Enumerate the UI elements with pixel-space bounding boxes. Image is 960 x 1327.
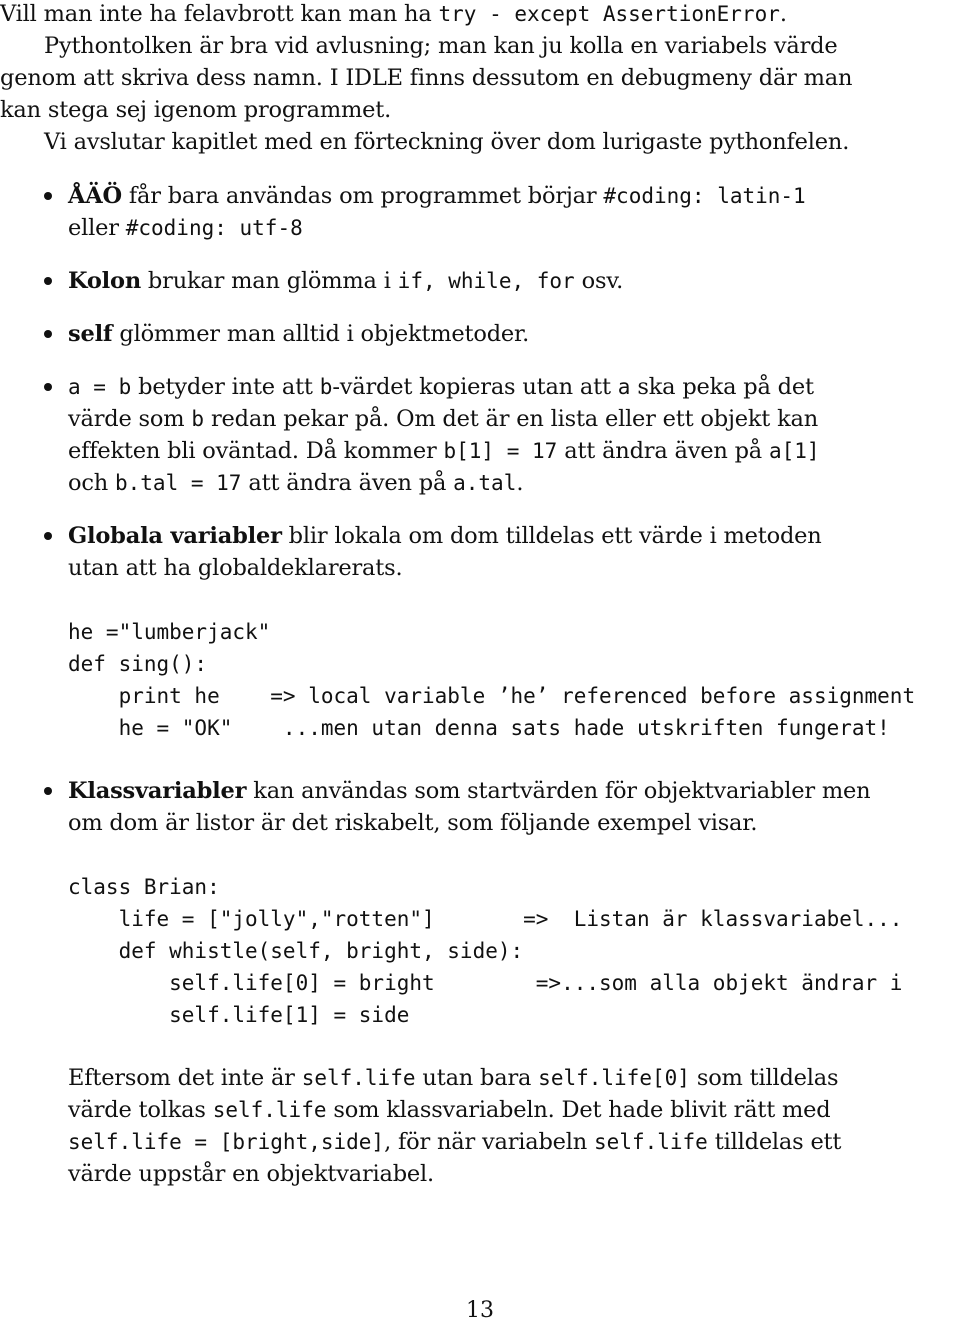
intro-line-2: Pythontolken är bra vid avlusning; man kan ju kolla en variabels värde (44, 33, 838, 59)
code-line: he = "OK" ...men utan denna sats hade utskriften fungerat! (68, 716, 890, 740)
code-line: he ="lumberjack" (68, 620, 271, 644)
code-line: self.life[1] = side (68, 1003, 410, 1027)
bullet-4-line-4 (68, 467, 523, 499)
bullet-5-line-1 (68, 520, 822, 552)
bold-term: ÅÄÖ (68, 183, 122, 209)
text: tilldelas ett (707, 1129, 842, 1155)
bullet-4-line-2 (68, 403, 818, 435)
text: osv. (574, 268, 624, 294)
text: redan pekar på. Om det är en lista eller ett objekt kan (204, 406, 819, 432)
text: brukar man glömma i (140, 268, 398, 294)
text: kan användas som startvärden för objektvariabler men (246, 778, 871, 804)
code-inline: b (191, 407, 204, 431)
text: eller (68, 215, 126, 241)
code-inline: b.tal = 17 (115, 471, 242, 495)
code-inline: if, while, for (397, 269, 575, 293)
text: -värdet kopieras utan att (332, 374, 618, 400)
code-line: self.life[0] = bright =>...som alla objekt ändrar i (68, 971, 903, 995)
text: betyder inte att (131, 374, 320, 400)
bullet-icon (44, 383, 52, 391)
text: ska peka på det (630, 374, 814, 400)
outro-line-3 (68, 1126, 841, 1158)
text: . (516, 470, 524, 496)
bold-term: Kolon (68, 268, 141, 294)
text: och (68, 470, 115, 496)
text: Eftersom det inte är (68, 1065, 302, 1091)
bullet-icon (44, 277, 52, 285)
bullet-icon (44, 192, 52, 200)
text: värde tolkas (68, 1097, 213, 1123)
code-line: def sing(): (68, 652, 208, 676)
text: som tilldelas (689, 1065, 839, 1091)
outro-line-4: värde uppstår en objektvariabel. (68, 1161, 434, 1187)
code-inline: self.life (301, 1066, 416, 1090)
text: , för när variabeln (384, 1129, 595, 1155)
code-inline: try - except AssertionError (438, 2, 780, 26)
text: att ändra även på (241, 470, 454, 496)
bullet-6-line-1 (68, 775, 870, 807)
text: får bara användas om programmet börjar (121, 183, 604, 209)
code-inline: a.tal (453, 471, 517, 495)
bullet-3-line-1 (68, 318, 529, 350)
bullet-icon (44, 787, 52, 795)
code-line: class Brian: (68, 875, 220, 899)
code-inline: self.life (212, 1098, 327, 1122)
bullet-4-line-3 (68, 435, 820, 467)
code-inline: b (319, 375, 333, 399)
bullet-5-line-2: utan att ha globaldeklarerats. (68, 555, 403, 581)
intro-line-5: Vi avslutar kapitlet med en förteckning över dom lurigaste pythonfelen. (44, 129, 850, 155)
text: utan bara (415, 1065, 539, 1091)
code-inline: a (617, 375, 631, 399)
bullet-1-line-1 (68, 180, 806, 212)
intro-line-1 (0, 0, 787, 30)
code-inline: self.life[0] (538, 1066, 690, 1090)
text: som klassvariabeln. Det hade blivit rätt med (326, 1097, 831, 1123)
bullet-2-line-1 (68, 265, 623, 297)
text: värde som (68, 406, 192, 432)
bullet-1-line-2 (68, 212, 303, 244)
code-inline: b[1] = 17 (443, 439, 558, 463)
code-line: life = ["jolly","rotten"] => Listan är klassvariabel... (68, 907, 903, 931)
code-inline: self.life (594, 1130, 708, 1154)
text: att ändra även på (557, 438, 769, 464)
bold-term: Klassvariabler (68, 778, 247, 804)
code-inline: a[1] (768, 439, 820, 463)
intro-line-3: genom att skriva dess namn. I IDLE finns dessutom en debugmeny där man (0, 65, 853, 91)
bullet-4-line-1 (68, 371, 814, 403)
code-inline: self.life = [bright,side] (68, 1130, 385, 1154)
code-inline: #coding: latin-1 (603, 184, 806, 208)
code-inline: a = b (68, 375, 132, 399)
bullet-6-line-2: om dom är listor är det riskabelt, som följande exempel visar. (68, 810, 758, 836)
bold-term: self (68, 321, 113, 347)
outro-line-2 (68, 1094, 830, 1126)
outro-line-1 (68, 1062, 838, 1094)
text: . (779, 1, 787, 27)
code-line: print he => local variable ’he’ referenced before assignment (68, 684, 916, 708)
page-number: 13 (466, 1298, 494, 1323)
bold-term: Globala variabler (68, 523, 282, 549)
bullet-icon (44, 330, 52, 338)
text: blir lokala om dom tilldelas ett värde i metoden (281, 523, 822, 549)
text: glömmer man alltid i objektmetoder. (112, 321, 530, 347)
code-line: def whistle(self, bright, side): (68, 939, 524, 963)
text: Vill man inte ha felavbrott kan man ha (0, 1, 439, 27)
code-inline: #coding: utf-8 (125, 216, 303, 240)
bullet-icon (44, 532, 52, 540)
text: effekten bli oväntad. Då kommer (68, 438, 444, 464)
intro-line-4: kan stega sej igenom programmet. (0, 97, 392, 123)
